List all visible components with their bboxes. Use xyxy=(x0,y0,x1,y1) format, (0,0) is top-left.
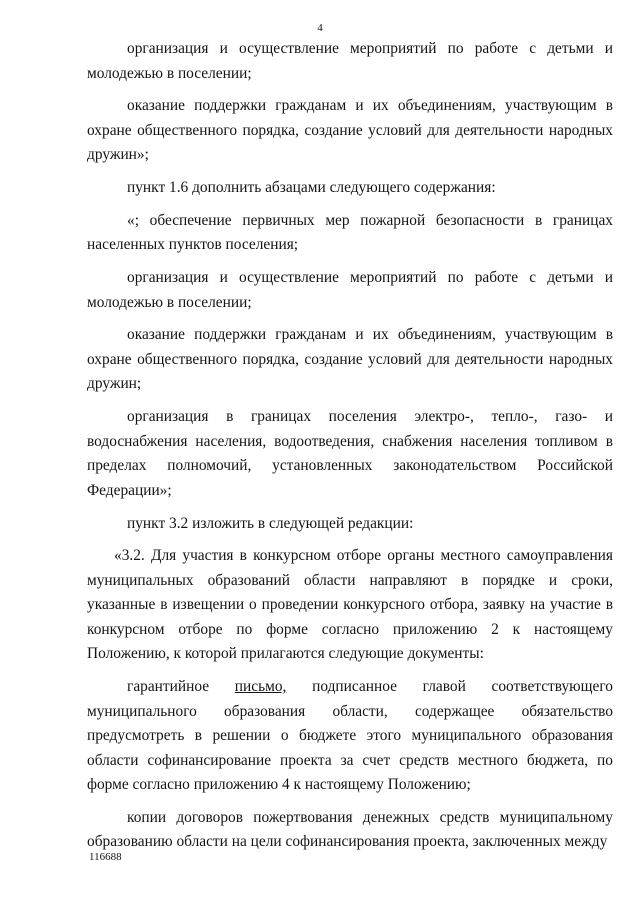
paragraph: «3.2. Для участия в конкурсном отборе органы местного самоуправления муниципальных образований области направляют в порядке и сроки, указанные в извещении о проведении конкурсного отбора, заявку на участие в конкурсном отборе по форме согласно приложению 2 к настоящему Положению, к которой прилагаются следующие документы: xyxy=(87,547,613,663)
paragraph: организация и осуществление мероприятий по работе с детьми и молодежью в поселении; xyxy=(87,269,613,311)
paragraph: пункт 3.2 изложить в следующей редакции: xyxy=(127,514,414,532)
paragraph-guarantee-letter xyxy=(87,675,613,798)
paragraph: организация в границах поселения электро-, тепло-, газо- и водоснабжения населения, водоотведения, снабжения населения топливом в пределах полномочий, установленных законодательством Российской Федерации»; xyxy=(87,408,613,499)
paragraph: «; обеспечение первичных мер пожарной безопасности в границах населенных пунктов поселения; xyxy=(87,211,613,254)
paragraph-text-after: подписанное главой соответствующего муниципального образования области, содержащее обязательство предусмотреть в решении о бюджете этого муниципального образования области софинансирование проекта за счет средств местного бюджета, по форме согласно приложению 4 к настоящему Положению; xyxy=(87,678,613,794)
paragraph: оказание поддержки гражданам и их объединениям, участвующим в охране общественного порядка, создание условий для деятельности народных дружин; xyxy=(87,326,613,393)
paragraph: копии договоров пожертвования денежных средств муниципальному образованию области на цели софинансирования проекта, заключенных между xyxy=(87,808,613,851)
underlined-word: письмо, xyxy=(234,678,287,696)
document-body xyxy=(87,37,613,863)
paragraph: организация и осуществление мероприятий по работе с детьми и молодежью в поселении; xyxy=(87,40,613,82)
paragraph: пункт 1.6 дополнить абзацами следующего содержания: xyxy=(127,179,496,197)
paragraph: оказание поддержки гражданам и их объединениям, участвующим в охране общественного порядка, создание условий для деятельности народных дружин»; xyxy=(87,97,613,164)
page-number: 4 xyxy=(317,22,323,34)
paragraph-text-before: гарантийное xyxy=(127,678,235,696)
document-code: 116688 xyxy=(89,851,122,863)
